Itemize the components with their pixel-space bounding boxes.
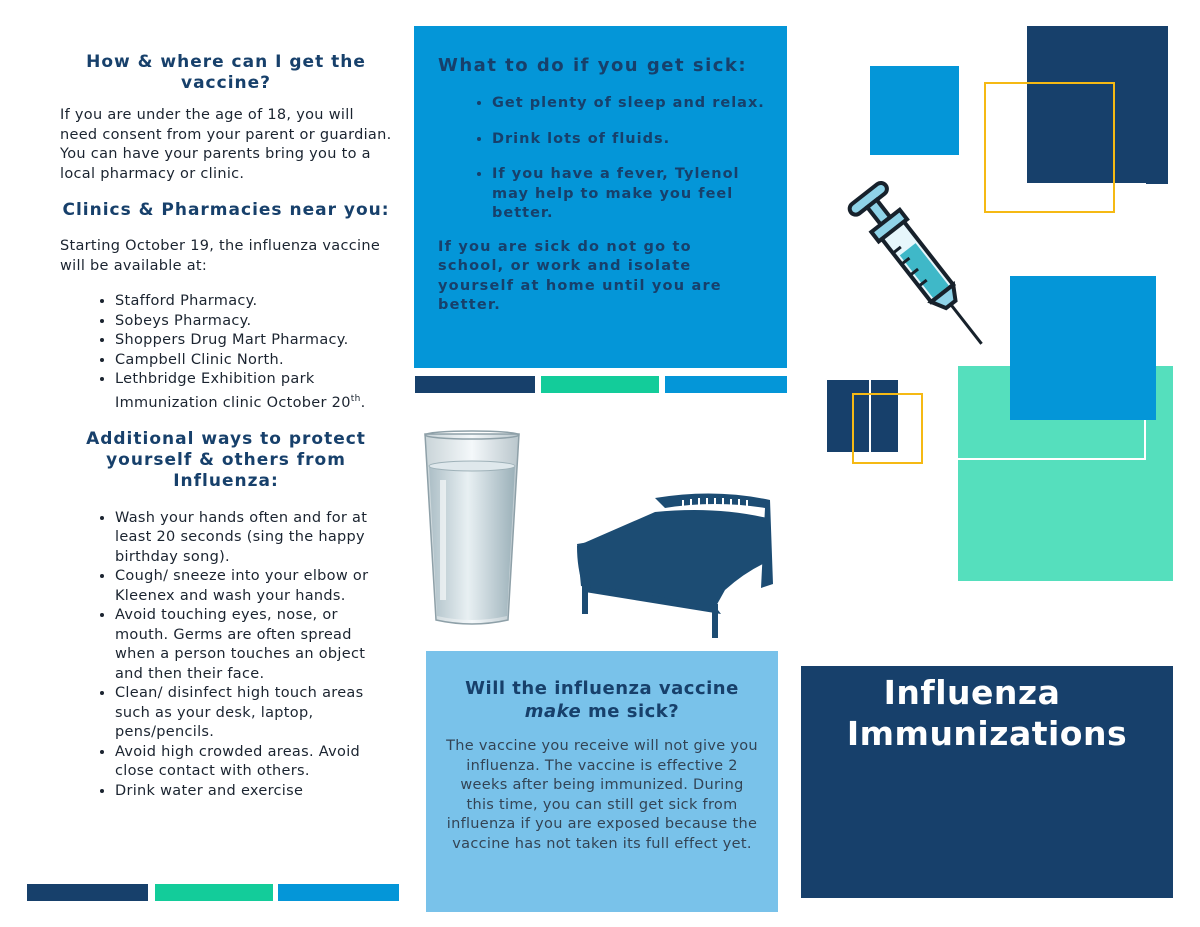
- clinic-last-suffix: th: [350, 393, 361, 404]
- brochure-title-line2: Immunizations: [846, 714, 1128, 753]
- where-vaccine-heading: How & where can I get the vaccine?: [86, 52, 366, 93]
- decor-square: [1010, 276, 1156, 420]
- bed-icon: [575, 488, 775, 640]
- accent-bar-navy: [415, 376, 535, 393]
- where-vaccine-text: If you are under the age of 18, you will need consent from your parent or guardian. You can have your parents bring you to a local pharmacy or clinic.: [60, 107, 392, 182]
- vaccine-safety-box: [426, 651, 778, 912]
- list-item: • Stafford Pharmacy.: [115, 292, 392, 312]
- decor-shape: [1146, 180, 1168, 184]
- clinics-list: [60, 292, 392, 413]
- list-item: • Drink water and exercise: [115, 782, 392, 802]
- syringe-icon: [840, 175, 1000, 355]
- sick-note: If you are sick do not go to school, or work and isolate yourself at home until you are better.: [438, 238, 722, 313]
- vaccine-heading-pre: Will the influenza vaccine: [465, 678, 739, 699]
- list-item: • Wash your hands often and for at least 20 seconds (sing the happy birthday song).: [115, 509, 392, 568]
- list-item: • Clean/ disinfect high touch areas such as your desk, laptop, pens/pencils.: [115, 684, 392, 743]
- sick-advice-box: [414, 26, 787, 368]
- decor-square: [870, 66, 959, 155]
- list-item: • Shoppers Drug Mart Pharmacy.: [115, 331, 392, 351]
- sick-list: [438, 94, 768, 224]
- decor-outline-square: [852, 393, 923, 464]
- list-item: • Cough/ sneeze into your elbow or Kleenex and wash your hands.: [115, 567, 392, 606]
- vaccine-safety-text: The vaccine you receive will not give you influenza. The vaccine is effective 2 weeks after being immunized. During this time, you can still get sick from influenza if you are exposed because the vaccine has not taken its full effect yet.: [446, 738, 758, 852]
- brochure-title-box: [801, 666, 1173, 898]
- list-item: • Sobeys Pharmacy.: [115, 312, 392, 332]
- accent-bar-teal: [541, 376, 659, 393]
- protect-list: [60, 509, 392, 802]
- list-item: [115, 370, 392, 413]
- accent-bar-blue: [278, 884, 399, 901]
- vaccine-sick-heading: [446, 677, 758, 723]
- list-item: • If you have a fever, Tylenol may help to make you feel better.: [492, 165, 768, 224]
- vaccine-heading-emphasis: make: [524, 701, 582, 722]
- accent-bar-teal: [155, 884, 273, 901]
- list-item: • Campbell Clinic North.: [115, 351, 392, 371]
- clinic-last-end: .: [360, 394, 366, 411]
- protect-heading: Additional ways to protect yourself & others from Influenza:: [86, 428, 366, 491]
- accent-bar-navy: [27, 884, 148, 901]
- clinics-heading: Clinics & Pharmacies near you:: [62, 200, 390, 220]
- clinics-intro: Starting October 19, the influenza vaccine will be available at:: [60, 238, 381, 274]
- list-item: • Drink lots of fluids.: [492, 130, 768, 150]
- decor-outline-square: [984, 82, 1115, 213]
- list-item: • Get plenty of sleep and relax.: [492, 94, 768, 114]
- water-glass-icon: [420, 430, 524, 630]
- brochure-title-line1: Influenza: [883, 673, 1061, 712]
- list-item: • Avoid high crowded areas. Avoid close contact with others.: [115, 743, 392, 782]
- list-item: • Avoid touching eyes, nose, or mouth. Germs are often spread when a person touches an object and then their face.: [115, 606, 392, 684]
- left-panel: [60, 52, 392, 801]
- sick-heading: What to do if you get sick:: [438, 55, 748, 76]
- vaccine-heading-post: me sick?: [581, 701, 680, 722]
- accent-bar-blue: [665, 376, 787, 393]
- clinic-last-text: Lethbridge Exhibition park Immunization clinic October 20: [115, 371, 351, 411]
